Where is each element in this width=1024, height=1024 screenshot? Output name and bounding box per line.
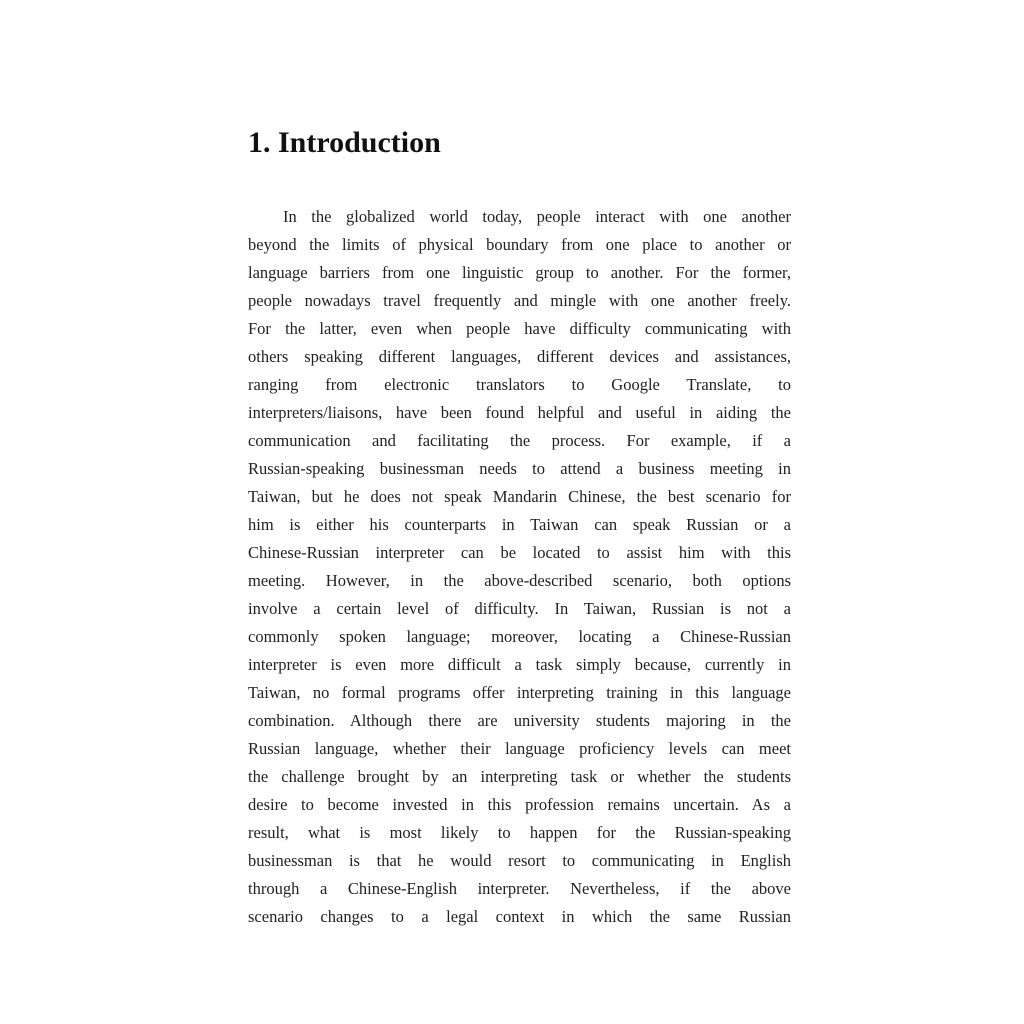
text-line: others speaking different languages, different devices and assistances, (248, 347, 791, 366)
text-line: commonly spoken language; moreover, locating a Chinese-Russian (248, 627, 791, 646)
text-line: interpreters/liaisons, have been found helpful and useful in aiding the (248, 403, 791, 422)
text-line: combination. Although there are university students majoring in the (248, 711, 791, 730)
text-line: him is either his counterparts in Taiwan can speak Russian or a (248, 515, 791, 534)
text-line: through a Chinese-English interpreter. Nevertheless, if the above (248, 879, 791, 898)
text-line: Chinese-Russian interpreter can be located to assist him with this (248, 543, 791, 562)
text-line: scenario changes to a legal context in which the same Russian (248, 907, 791, 926)
text-line: involve a certain level of difficulty. In Taiwan, Russian is not a (248, 599, 791, 618)
text-line: Russian language, whether their language proficiency levels can meet (248, 739, 791, 758)
text-line: beyond the limits of physical boundary from one place to another or (248, 235, 791, 254)
text-line: meeting. However, in the above-described scenario, both options (248, 571, 791, 590)
text-line: Taiwan, but he does not speak Mandarin Chinese, the best scenario for (248, 487, 791, 506)
text-line: people nowadays travel frequently and mingle with one another freely. (248, 291, 791, 310)
text-line: businessman is that he would resort to communicating in English (248, 851, 791, 870)
text-line: the challenge brought by an interpreting task or whether the students (248, 767, 791, 786)
body-paragraph (248, 203, 791, 931)
text-line: interpreter is even more difficult a task simply because, currently in (248, 655, 791, 674)
text-line: result, what is most likely to happen for the Russian-speaking (248, 823, 791, 842)
text-line: ranging from electronic translators to Google Translate, to (248, 375, 791, 394)
text-line: Russian-speaking businessman needs to attend a business meeting in (248, 459, 791, 478)
text-line: In the globalized world today, people interact with one another (283, 207, 791, 226)
text-line: communication and facilitating the process. For example, if a (248, 431, 791, 450)
text-line: Taiwan, no formal programs offer interpreting training in this language (248, 683, 791, 702)
section-heading: 1. Introduction (248, 126, 441, 159)
text-line: language barriers from one linguistic group to another. For the former, (248, 263, 791, 282)
text-line: desire to become invested in this profession remains uncertain. As a (248, 795, 791, 814)
text-line: For the latter, even when people have difficulty communicating with (248, 319, 791, 338)
